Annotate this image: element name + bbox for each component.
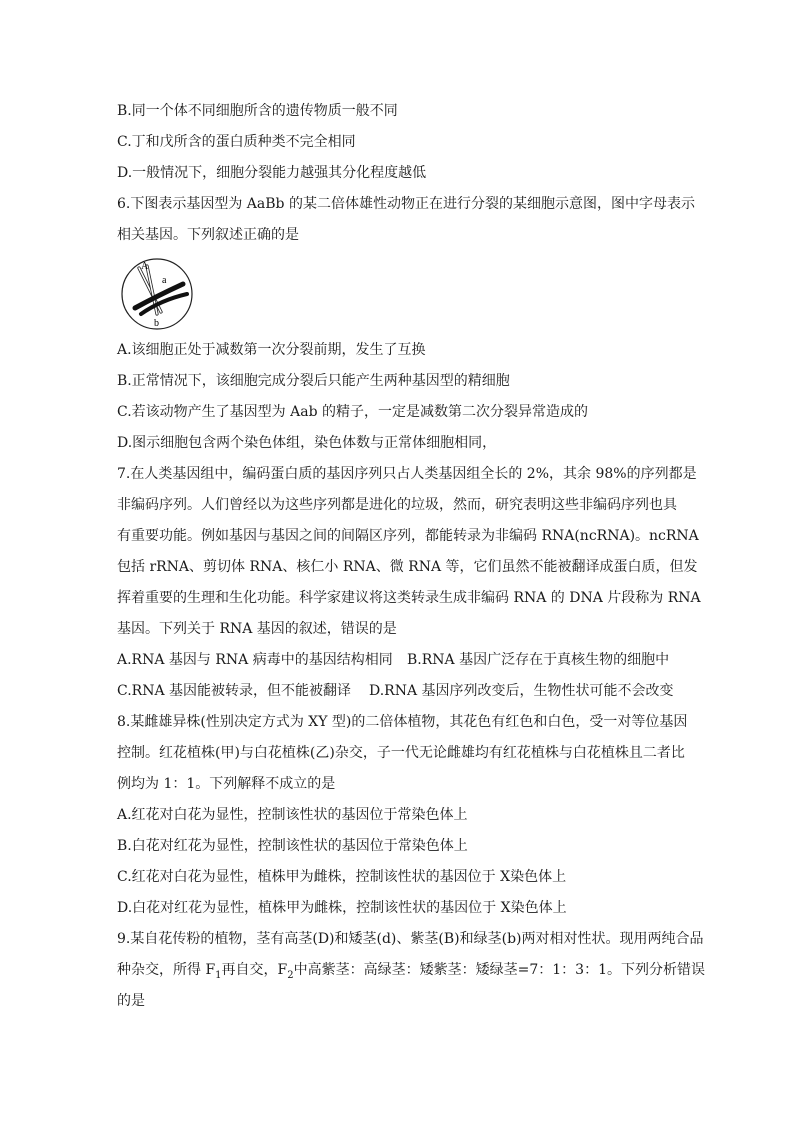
q8-stem-line-1: 8.某雌雄异株(性别决定方式为 XY 型)的二倍体植物，其花色有红色和白色，受一对等位基因 — [117, 714, 688, 730]
q7-stem-line-6: 基因。下列关于 RNA 基因的叙述，错误的是 — [117, 621, 397, 637]
q9-stem-line-3: 的是 — [117, 993, 145, 1009]
q6-stem-line-1: 6.下图表示基因型为 AaBb 的某二倍体雄性动物正在进行分裂的某细胞示意图，图中字母表示 — [117, 196, 695, 212]
q7-options-row-1 — [117, 650, 677, 670]
q7-option-b: B.RNA 基因广泛存在于真核生物的细胞中 — [407, 652, 670, 668]
q7-option-d: D.RNA 基因序列改变后，生物性状可能不会改变 — [369, 683, 674, 699]
q6-option-b: B.正常情况下，该细胞完成分裂后只能产生两种基因型的精细胞 — [117, 373, 510, 389]
gene-label-A: A — [141, 261, 149, 272]
q5-option-b: B.同一个体不同细胞所含的遗传物质一般不同 — [117, 103, 398, 119]
q8-option-a: A.红花对白花为显性，控制该性状的基因位于常染色体上 — [117, 807, 468, 823]
q7-stem-line-2: 非编码序列。人们曾经以为这些序列都是进化的垃圾，然而，研究表明这些非编码序列也具 — [117, 497, 677, 513]
q7-option-c: C.RNA 基因能被转录，但不能被翻译 — [117, 683, 352, 699]
q7-stem-line-1: 7.在人类基因组中，编码蛋白质的基因序列只占人类基因组全长的 2%，其余 98%的序列都是 — [117, 466, 697, 482]
chromosome-b2-dark — [141, 294, 187, 314]
q9-stem-line-2: 种杂交，所得 $F_1$再自交，$F_2$中高紫茎：高绿茎：矮紫茎：矮绿茎=7：1：3：1。下列分析错误 — [117, 962, 705, 981]
q8-stem-line-3: 例均为 1：1。下列解释不成立的是 — [117, 776, 336, 792]
gene-label-a: a — [162, 275, 167, 286]
q6-option-c: C.若该动物产生了基因型为 Aab 的精子，一定是减数第二次分裂异常造成的 — [117, 404, 588, 420]
q8-option-b: B.白花对红花为显性，控制该性状的基因位于常染色体上 — [117, 838, 468, 854]
q7-stem-line-4: 包括 rRNA、剪切体 RNA、核仁小 RNA、微 RNA 等，它们虽然不能被翻译成蛋白质，但发 — [117, 559, 698, 575]
q6-stem-line-2: 相关基因。下列叙述正确的是 — [117, 227, 299, 243]
q7-stem-line-5: 挥着重要的生理和生化功能。科学家建议将这类转录生成非编码 RNA 的 DNA 片段称为 RNA — [117, 590, 701, 606]
gene-label-b: b — [154, 318, 159, 329]
q7-option-a: A.RNA 基因与 RNA 病毒中的基因结构相同 — [117, 652, 393, 668]
cell-division-figure — [117, 256, 197, 332]
q6-option-a: A.该细胞正处于减数第一次分裂前期，发生了互换 — [117, 342, 426, 358]
q8-option-d: D.白花对红花为显性，植株甲为雌株，控制该性状的基因位于 X染色体上 — [117, 900, 567, 916]
q6-option-d: D.图示细胞包含两个染色体组，染色体数与正常体细胞相同， — [117, 435, 497, 451]
q7-options-row-2 — [117, 681, 677, 701]
q8-stem-line-2: 控制。红花植株(甲)与白花植株(乙)杂交，子一代无论雌雄均有红花植株与白花植株且二者比 — [117, 745, 685, 761]
q7-stem-line-3: 有重要功能。例如基因与基因之间的间隔区序列，都能转录为非编码 RNA(ncRNA)。ncRNA — [117, 528, 699, 544]
q5-option-d: D.一般情况下，细胞分裂能力越强其分化程度越低 — [117, 165, 427, 181]
q5-option-c: C.丁和戊所含的蛋白质种类不完全相同 — [117, 134, 356, 150]
q9-stem-line-1: 9.某自花传粉的植物，茎有高茎(D)和矮茎(d)、紫茎(B)和绿茎(b)两对相对性状。现用两纯合品 — [117, 931, 704, 947]
q8-option-c: C.红花对白花为显性，植株甲为雌株，控制该性状的基因位于 X染色体上 — [117, 869, 567, 885]
